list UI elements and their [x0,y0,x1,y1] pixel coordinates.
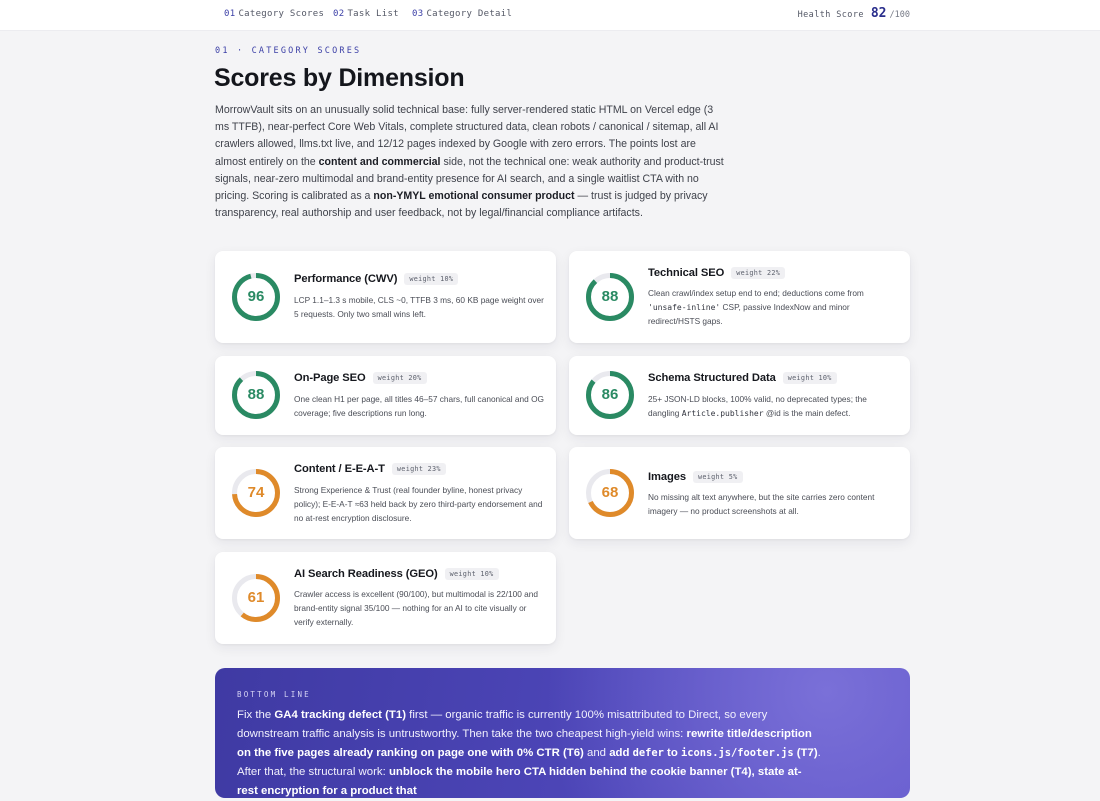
card-title: Performance (CWV) [294,273,398,285]
card-title: Images [648,471,686,483]
page-title: Scores by Dimension [214,64,465,92]
bottom-line-eyebrow: BOTTOM LINE [237,690,311,699]
bl-emphasis: add [609,747,633,759]
score-value: 88 [247,386,265,403]
card-title: AI Search Readiness (GEO) [294,568,438,580]
card-header [648,372,837,384]
intro-text: side, not the technical one: weak authority and product-trust signals, near-zero multimodal and brand-entity presence for AI search, and a single waitlist CTA with no pricing. Scoring is calibrated as a [215,155,724,203]
section-eyebrow: 01 · CATEGORY SCORES [215,46,362,56]
bottom-line-text [237,706,822,801]
weight-badge: weight 10% [404,273,458,285]
score-ring [230,369,282,421]
desc-code: Article.publisher [681,408,764,418]
tab-task-list[interactable] [333,9,399,19]
score-ring [584,271,636,323]
score-value: 68 [601,484,619,501]
bl-code: icons.js/footer.js [680,747,794,759]
card-header [648,267,785,279]
tab-number: 03 [412,9,424,19]
bl-emphasis: unblock the mobile hero CTA hidden behind the cookie banner (T4), state at-rest encryption for a product that [237,766,802,797]
score-ring [230,467,282,519]
score-value: 88 [601,288,619,305]
card-description: Strong Experience & Trust (real founder byline, honest privacy policy); E-E-A-T ≈63 held back by zero third-party endorsement and no at-rest encryption disclosure. [294,485,543,523]
desc-text: Clean crawl/index setup end to end; deductions come from [648,288,864,298]
score-ring [230,572,282,624]
weight-badge: weight 23% [392,463,446,475]
bl-text: Fix the [237,709,275,721]
card-title: Schema Structured Data [648,372,776,384]
top-nav [0,0,1100,31]
score-value: 96 [247,288,265,305]
intro-emphasis: content and commercial [318,155,441,168]
weight-badge: weight 5% [693,471,743,483]
score-ring [584,369,636,421]
intro-emphasis: non-YMYL emotional consumer product [373,190,575,203]
category-card-performance[interactable] [215,251,556,343]
card-header [294,568,499,580]
intro-text: MorrowVault sits on an unusually solid technical base: fully server-rendered static HTML on Vercel edge (3 ms TTFB), near-perfect Core Web Vitals, complete structured data, clean robots / canonical / sitemap, all AI crawlers allowed, llms.txt live, and 12/12 pages indexed by Google with zero errors. The points lost are almost entirely on the [215,104,719,168]
card-description: LCP 1.1–1.3 s mobile, CLS ~0, TTFB 3 ms, 60 KB page weight over 5 requests. Only two small wins left. [294,295,544,319]
card-title: Content / E-E-A-T [294,463,385,475]
intro-text: — trust is judged by privacy transparency, real authorship and user feedback, not by legal/financial compliance artifacts. [215,190,708,220]
bl-emphasis: GA4 tracking defect (T1) [274,709,407,721]
desc-text: @id is the main defect. [763,407,851,418]
desc-code: 'unsafe-inline' [648,302,721,312]
weight-badge: weight 10% [783,372,837,384]
bl-emphasis: (T7) [793,747,818,759]
category-card-on-page-seo[interactable] [215,356,556,435]
bl-emphasis: rewrite title/description on the five pages already ranking on page one with 0% CTR (T6) [237,728,812,759]
bl-emphasis: to [663,747,681,759]
bl-code: defer [632,747,664,759]
bl-text: and [583,747,610,759]
score-ring [230,271,282,323]
card-description [648,287,898,328]
card-header [294,273,458,285]
card-description: Crawler access is excellent (90/100), but multimodal is 22/100 and brand-entity signal 35/100 — nothing for an AI to cite visually or verify externally. [294,589,538,627]
score-value: 74 [247,484,265,501]
score-ring [584,467,636,519]
tab-label: Category Detail [426,9,513,19]
card-header [294,372,427,384]
tab-number: 01 [224,9,236,19]
score-value: 86 [601,386,619,403]
weight-badge: weight 10% [445,568,499,580]
health-score-value: 82 [870,6,887,21]
weight-badge: weight 22% [731,267,785,279]
tab-number: 02 [333,9,345,19]
bottom-line-panel [215,668,910,798]
health-score-max: /100 [889,10,910,20]
weight-badge: weight 20% [373,372,427,384]
desc-text: CSP, passive IndexNow and minor redirect/HSTS gaps. [648,301,850,326]
card-header [294,463,446,475]
bl-text: first — organic traffic is currently 100% misattributed to Direct, so every downstream traffic analysis is untrustworthy. Then take the two cheapest high-yield wins: [237,709,768,740]
card-description [648,393,898,421]
intro-paragraph [215,102,725,222]
card-title: On-Page SEO [294,372,366,384]
tab-category-scores[interactable] [224,9,324,19]
desc-text: 25+ JSON-LD blocks, 100% valid, no deprecated types; the dangling [648,394,867,418]
card-description: No missing alt text anywhere, but the site carries zero content imagery — no product screenshots at all. [648,492,875,516]
tab-label: Category Scores [238,9,325,19]
card-description: One clean H1 per page, all titles 46–57 chars, full canonical and OG coverage; five descriptions run long. [294,394,544,418]
card-title: Technical SEO [648,267,725,279]
category-card-technical-seo[interactable] [569,251,910,343]
tab-category-detail[interactable] [412,9,512,19]
category-card-schema[interactable] [569,356,910,435]
category-card-images[interactable] [569,447,910,539]
score-value: 61 [247,589,265,606]
health-score-label: Health Score [797,10,864,20]
card-header [648,471,743,483]
health-score [798,6,910,21]
tab-label: Task List [347,9,399,19]
category-card-ai-search-geo[interactable] [215,552,556,644]
category-card-content-eeat[interactable] [215,447,556,539]
bl-text: . After that, the structural work: [237,747,821,778]
